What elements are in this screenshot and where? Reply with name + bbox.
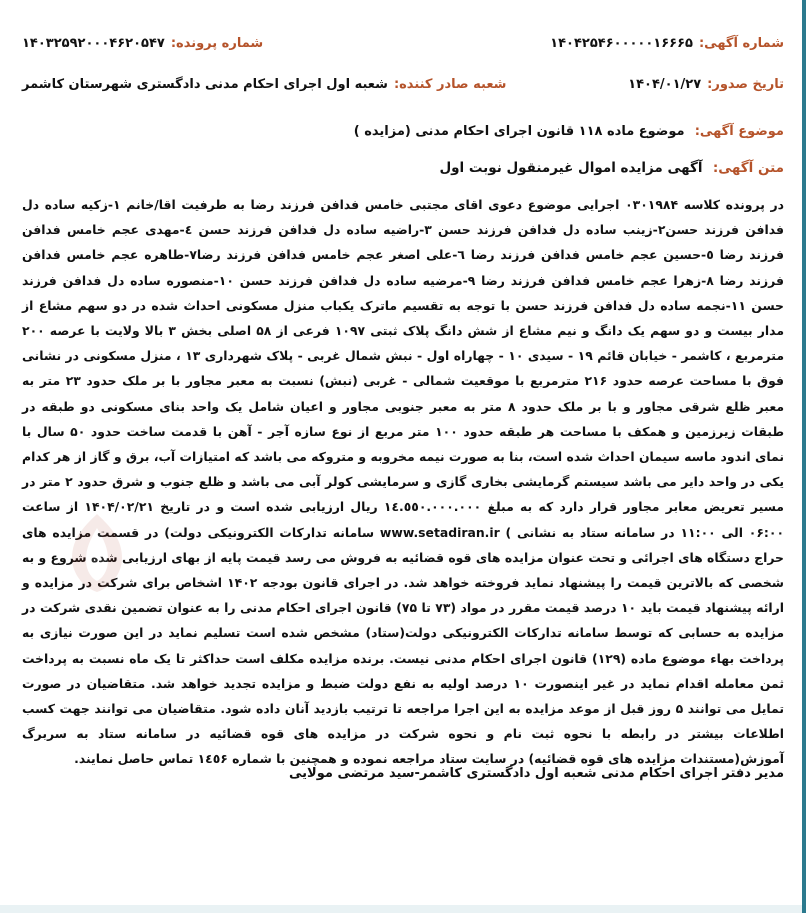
subject-line xyxy=(22,124,784,139)
case-number-field xyxy=(22,36,263,51)
subject-label: موضوع آگهی: xyxy=(694,124,784,139)
header-row-1 xyxy=(22,36,784,51)
case-number-label: شماره پرونده: xyxy=(170,36,264,51)
ad-title: آگهی مزایده اموال غیرمنقول نوبت اول xyxy=(439,160,703,176)
issue-date-label: تاریخ صدور: xyxy=(707,77,784,92)
bottom-strip xyxy=(0,905,802,913)
subject-value: موضوع ماده ۱۱۸ قانون اجرای احکام مدنی (مزایده ) xyxy=(353,124,685,139)
ad-number: ۱۴۰۴۲۵۴۶۰۰۰۰۰۱۶۶۶۵ xyxy=(550,36,693,51)
issuing-branch-label: شعبه صادر کننده: xyxy=(393,77,507,92)
issue-date-field xyxy=(628,77,784,92)
ad-number-field xyxy=(550,36,784,51)
header-row-2 xyxy=(22,77,784,92)
ad-text-title-line xyxy=(22,160,784,176)
ad-text-label: متن آگهی: xyxy=(712,160,784,176)
ad-body: در پرونده کلاسه ۰۳۰۱۹۸۴ اجرایی موضوع دعوی اقای مجتبی خامس فدافن فرزند رضا به طرفیت اقا/خانم ۱-زکیه ساده دل فدافن فرزند حسن۲-زینب ساده دل فدافن فرزند حسن ۳-راضیه ساده دل فدافن فرزند حسن ٤-مهدی عجم خامس فدافن فرزند رضا ٥-حسین عجم خامس فدافن فرزند رضا ٦-علی اصغر عجم خامس فدافن فرزند رضا۷-طاهره عجم خامس فدافن فرزند رضا ۸-زهرا عجم خامس فدافن فرزند رضا ۹-مرضیه ساده دل فدافن فرزند حسن ۱۰-منصوره ساده دل فدافن فرزند حسن ۱۱-نجمه ساده دل فدافن فرزند حسن با توجه به تقسیم ماترک یکباب منزل مسکونی احداث شده در دو سهم مشاع از مدار بیست و دو سهم یک دانگ و نیم مشاع از شش دانگ پلاک ثبتی ۱۰۹۷ فرعی از ۵۸ اصلی بخش ۳ بالا ولایت با عرصه ۲۰۰ مترمربع ، کاشمر - خیابان قائم ۱۹ - سیدی ۱۰ - چهاراه اول - نبش شمال غربی - پلاک شهرداری ۱۳ ، منزل مسکونی در نشانی فوق با مساحت عرصه حدود ۲۱۶ مترمربع با موقعیت شمالی - غربی (نبش) نسبت به معبر مجاور با بر ملک حدود ۲۳ متر به معبر ظلع شرقی مجاور و با بر ملک حدود ۸ متر به معبر جنوبی مجاور و اعیان شامل یک واحد بنای مسکونی دو طبقه در طبقات زیرزمین و همکف با مساحت هر طبقه حدود ۱۰۰ متر مربع از نوع سازه آجر - آهن با قدمت ساخت حدود ۵۰ سال با نمای اندود ماسه سیمان احداث شده است، بنا به صورت نیمه مخروبه و متروکه می باشد که امتیازات آب، برق و گاز از هر کدام یکی در واحد دایر می باشد سیستم گرمایشی بخاری گازی و سرمایشی کولر آبی می باشد و ظلع جنوب و شرق حدود ۲ متر در مسیر تعریض معابر مجاور قرار دارد که به مبلغ ۱٤.٥٥۰.۰۰۰.۰۰۰ ریال ارزیابی شده است و در تاریخ ۱۴۰۴/۰۲/۲۱ از ساعت ۰۶:۰۰ الی ۱۱:۰۰ در سامانه ستاد به نشانی ) www.setadiran.ir سامانه تدارکات الکترونیکی دولت) در قسمت مزایده های حراج دستگاه های اجرائی و تحت عنوان مزایده های قوه قضائیه به فروش می رسد قیمت پایه از بهای ارزیابی شده شروع و به شخصی که بالاترین قیمت را پیشنهاد نماید فروخته خواهد شد. در اجرای قانون بودجه ۱۴۰۲ اشخاص برای شرکت در مزایده و ارائه پیشنهاد قیمت باید ۱۰ درصد قیمت مقرر در مواد (۷۳ تا ۷۵) قانون اجرای احکام مدنی را به عنوان تضمین نقدی شرکت در مزایده به حسابی که توسط سامانه تدارکات الکترونیکی دولت(ستاد) مشخص شده است تسلیم نماید در این صورت نیازی به پرداخت بهاء موضوع ماده (۱۲۹) قانون اجرای احکام مدنی نیست. برنده مزایده مکلف است حداکثر تا یک ماه نسبت به پرداخت ثمن معامله اقدام نماید در غیر اینصورت ۱۰ درصد اولیه به نفع دولت ضبط و مزایده تجدید خواهد شد. متقاضیان در صورت تمایل می توانند ۵ روز قبل از موعد مزایده به این اجرا مراجعه تا ترتیب بازدید آنان داده شود. متقاضیان می توانند جهت کسب اطلاعات بیشتر در رابطه با نحوه ثبت نام و نحوه شرکت در مزایده های قوه قضائیه در سامانه ستاد به سربرگ آموزش(مستندات مزایده های قوه قضائیه) در سایت ستاد مراجعه نموده و همچنین با شماره ۱٤٥۶ تماس حاصل نمایند. xyxy=(22,197,785,767)
announcement-page xyxy=(14,0,792,913)
ad-number-label: شماره آگهی: xyxy=(698,36,784,51)
issue-date: ۱۴۰۴/۰۱/۲۷ xyxy=(628,77,702,92)
signature: مدیر دفتر اجرای احکام مدنی شعبه اول دادگستری کاشمر-سید مرتضی مولایی xyxy=(289,766,784,781)
case-number: ۱۴۰۳۲۵۹۲۰۰۰۴۶۲۰۵۴۷ xyxy=(22,36,165,51)
emblem-watermark-icon xyxy=(52,508,142,598)
issuing-branch: شعبه اول اجرای احکام مدنی دادگستری شهرستان کاشمر xyxy=(22,77,388,92)
issuing-branch-field xyxy=(22,77,506,92)
